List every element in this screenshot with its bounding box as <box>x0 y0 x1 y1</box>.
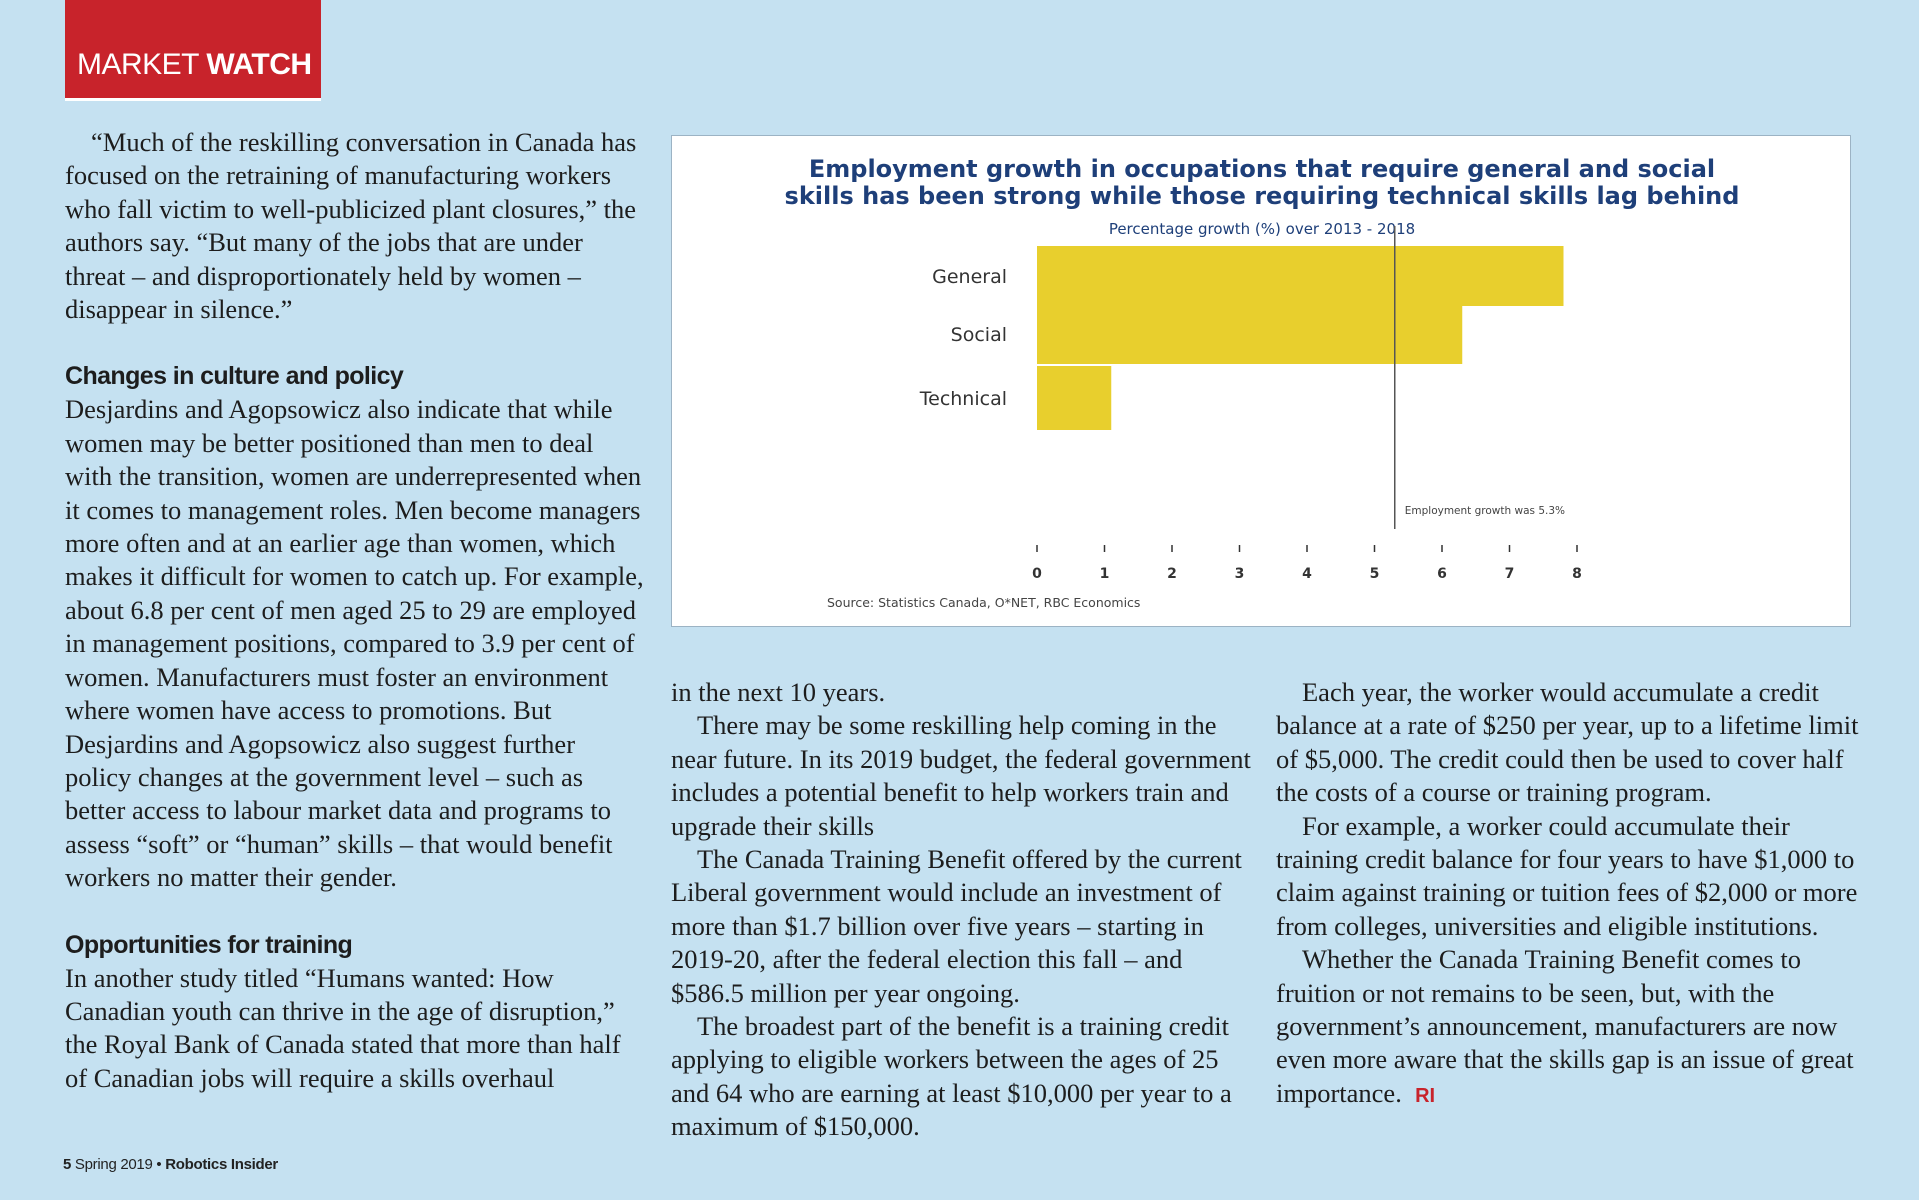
paragraph: There may be some reskilling help coming in the near future. In its 2019 budget, the federal government includes a potential benefit to help workers train and upgrade their skills <box>671 710 1251 841</box>
issue-date: Spring 2019 <box>74 1156 153 1173</box>
chart-tick-label: 5 <box>1369 566 1380 582</box>
paragraph: “Much of the reskilling conversation in Canada has focused on the retraining of manufacturing workers who fall victim to well-publicized plant closures,” the authors say. “But many of the jobs that are under threat – and disproportionately held by women – disappear in silence.” <box>65 127 637 325</box>
chart-bar-general <box>1037 246 1564 306</box>
chart-subtitle: Percentage growth (%) over 2013 - 2018 <box>1108 220 1416 238</box>
text-column-2 <box>671 676 1251 1144</box>
chart-title-line2: skills has been strong while those requiring technical skills lag behind <box>784 182 1740 210</box>
chart-title-line1: Employment growth in occupations that require general and social <box>808 155 1716 183</box>
chart-tick-label: 4 <box>1302 566 1312 582</box>
paragraph: Each year, the worker would accumulate a credit balance at a rate of $250 per year, up to a lifetime limit of $5,000. The credit could then be used to cover half the costs of a course or training program. <box>1276 677 1859 808</box>
bar-chart <box>671 135 1851 627</box>
chart-bar-social <box>1037 304 1462 364</box>
subheading: Changes in culture and policy <box>65 362 404 391</box>
end-mark-logo: RI <box>1415 1084 1436 1107</box>
chart-reference-label: Employment growth was 5.3% <box>1404 505 1566 517</box>
chart-tick-label: 6 <box>1437 566 1447 582</box>
chart-tick-label: 1 <box>1099 566 1110 582</box>
paragraph <box>1276 943 1866 1113</box>
chart-category-label: Technical <box>919 388 1007 410</box>
chart-source: Source: Statistics Canada, O*NET, RBC Economics <box>827 595 1141 610</box>
section-label <box>77 48 312 82</box>
chart-bar-technical <box>1037 366 1111 430</box>
subheading: Opportunities for training <box>65 930 353 959</box>
section-label-word2: WATCH <box>206 48 312 81</box>
paragraph: For example, a worker could accumulate their training credit balance for four years to have $1,000 to claim against training or tuition fees of $2,000 or more from colleges, universities and eligible institutions. <box>1276 810 1858 941</box>
chart-category-label: General <box>932 266 1007 288</box>
page-number: 5 <box>63 1156 72 1173</box>
paragraph: In another study titled “Humans wanted: How Canadian youth can thrive in the age of disruption,” the Royal Bank of Canada stated that more than half of Canadian jobs will require a skills overhaul <box>65 962 621 1093</box>
paragraph: Desjardins and Agopsowicz also indicate that while women may be better positioned than men to deal with the transition, women are underrepresented when it comes to management roles. Men become managers more often and at an earlier age than women, which makes it difficult for women to catch up. For example, about 6.8 per cent of men aged 25 to 29 are employed in management positions, compared to 3.9 per cent of women. Manufacturers must foster an environment where women have access to promotions. But Desjardins and Agopsowicz also suggest further policy changes at the government level – such as better access to labour market data and programs to assess “soft” or “human” skills – that would benefit workers no matter their gender. <box>65 394 644 893</box>
section-tab-underline <box>65 98 321 101</box>
paragraph: The broadest part of the benefit is a training credit applying to eligible workers between the ages of 25 and 64 who are earning at least $10,000 per year to a maximum of $150,000. <box>671 1011 1232 1142</box>
chart-category-label: Social <box>950 324 1007 346</box>
page-footer <box>63 1156 278 1173</box>
paragraph: in the next 10 years. <box>671 677 886 707</box>
publication-name: Robotics Insider <box>165 1156 278 1173</box>
paragraph-text: Whether the Canada Training Benefit comes to fruition or not remains to be seen, but, with the government’s announcement, manufacturers are now even more aware that the skills gap is an issue of great importance. <box>1276 944 1854 1108</box>
chart-canvas <box>672 136 1852 628</box>
section-tab <box>65 0 321 101</box>
chart-tick-label: 3 <box>1234 566 1245 582</box>
chart-tick-label: 2 <box>1167 566 1177 582</box>
chart-tick-label: 8 <box>1572 566 1582 582</box>
text-column-1 <box>65 126 645 1095</box>
text-column-3 <box>1276 676 1866 1113</box>
paragraph: The Canada Training Benefit offered by the current Liberal government would include an investment of more than $1.7 billion over five years – starting in 2019-20, after the federal election this fall – and $586.5 million per year ongoing. <box>671 844 1242 1008</box>
chart-tick-label: 7 <box>1504 566 1515 582</box>
footer-separator: • <box>156 1156 162 1173</box>
chart-tick-label: 0 <box>1032 566 1042 582</box>
section-label-word1: MARKET <box>77 48 199 81</box>
